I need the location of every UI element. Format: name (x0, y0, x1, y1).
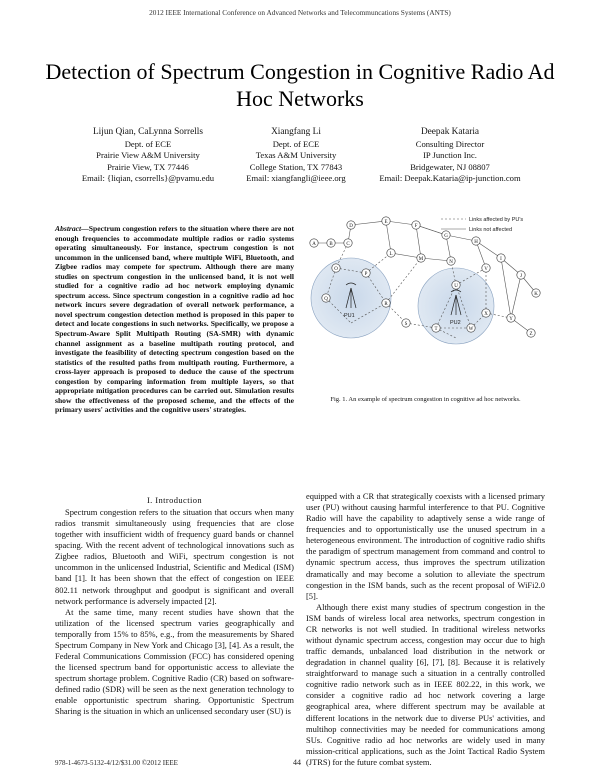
network-node-label: T (434, 326, 438, 332)
network-node-label: F (414, 223, 418, 229)
network-node-label: K (534, 291, 538, 297)
author-affiliation: Dept. of ECE (124, 138, 172, 149)
author-affiliation: Texas A&M University (255, 150, 337, 160)
network-node-label: V (484, 266, 488, 272)
network-node-label: J (520, 273, 522, 279)
network-node-label: P (364, 271, 368, 277)
paragraph: equipped with a CR that strategically coexists with a licensed primary user (PU) without causing harmful interference to that PU. Cognitive Radio will have the capability to adaptively sense a wide range of frequencies and to opportunistically use the unused spectrum in a heterogeneous environment. The introduction of cognitive radio shifts the paradigm of spectrum management from command and control to dynamic spectrum access, thus improves the spectrum utilization dramatically and may become a solution to alleviate the spectrum congestion in the ISM bands, such as the recent proposal of WiFi2.0 [5]. (306, 491, 545, 601)
paper-title: Detection of Spectrum Congestion in Cognitive Radio Ad Hoc Networks (45, 59, 555, 111)
network-node-label: U (454, 283, 458, 289)
paragraph: At the same time, many recent studies have shown that the utilization of the licensed spectrum varies geographically and temporally from 15% to 85%, e.g., from the measurements by Shared Spectrum Company in New York and Chicago [3], [4]. As a result, the Federal Communications Commission (FCC) has considered opening the licensed spectrum band for opportunistic access to alleviate the spectrum shortage problem. Cognitive Radio (CR) based on software-defined radio (SDR) will be seen as the next generation technology to enable opportunistic spectrum sharing. Opportunistic Spectrum Sharing is the situation in which an unlicensed secondary user (SU) is (55, 606, 294, 717)
author-affiliation: College Station, TX 77843 (249, 161, 343, 172)
author-affiliation: Dept. of ECE (272, 138, 320, 149)
network-node-label: X (484, 311, 488, 317)
network-node-label: H (474, 239, 478, 245)
network-node-label: R (384, 301, 388, 307)
section-heading: I. Introduction (146, 495, 203, 505)
network-node-label: W (468, 326, 474, 332)
paragraph: Spectrum congestion refers to the situation that occurs when many radios transmit simultaneously using frequencies that are close together with insufficient width of frequency guard bands or channel spacing. With the recent advent of technological innovations such as Zigbee radios, Bluetooth and WiFi, spectrum congestion is not uncommon in the unlicensed Industrial, Scientific and Medical (ISM) band [1]. It has been shown that the effect of congestion on IEEE 802.11 network throughput and goodput is significant and overall network performance is adversely impacted [2]. (55, 507, 294, 606)
page-number: 44 (293, 758, 301, 767)
network-node-label: S (404, 321, 408, 327)
author-affiliation: Consulting Director (415, 138, 485, 149)
network-node-label: N (449, 259, 453, 265)
network-node-label: D (349, 223, 353, 229)
abstract-text: —Spectrum congestion refers to the situation where there are not enough frequencies to accommodate multiple radios or radio systems operating simultaneously. For instance, spectrum congestion is not uncommon in the unlicensed band, where multiple WiFi, Bluetooth, and Zigbee radios may compete for spectrum. Although there are many studies on spectrum congestion in the unlicensed band, it is not well studied for a cognitive radio ad hoc network employing dynamic spectrum access. Since spectrum congestion in a cognitive radio ad hoc network incurs severe degradation of overall network performance, a novel spectrum congestion detection method is proposed in this paper to detect and locate congestions in such networks. Specifically, we propose a Spectrum-Aware Split Multipath Routing (SA-SMR) with dynamic channel assignment as a baseline multipath routing protocol, and investigate the feasibility of detecting spectrum congestion based on the statistics of the resulted paths from multipath routing. Furthermore, a cross-layer approach is proposed to deduce the cause of the spectrum congestion by comparing information from multiple layers, so that appropriate mitigation procedures can be carried out. Simulation results show the effectiveness of the proposed scheme, and the effects of the primary users' activities and the cognitive users' strategies. (55, 224, 294, 415)
figure-caption: Fig. 1. An example of spectrum congestion in cognitive ad hoc networks. (330, 396, 521, 403)
legend (441, 217, 523, 233)
author-affiliation: Prairie View A&M University (96, 150, 200, 160)
network-node-label: A (312, 241, 316, 247)
author-block-1 (58, 127, 238, 185)
author-email: Email: {liqian, csorrells}@pvamu.edu (81, 173, 215, 183)
legend-not-affected-label: Links not affected (469, 227, 513, 233)
network-node-label: B (329, 241, 333, 247)
footer-copyright: 978-1-4673-5132-4/12/$31.00 ©2012 IEEE (55, 759, 178, 767)
right-column-body (306, 491, 545, 768)
network-node-label: I (500, 256, 502, 262)
network-node-label: Q (324, 296, 328, 302)
author-email: Email: xiangfangli@ieee.org (246, 173, 346, 183)
author-block-3 (360, 127, 540, 185)
author-affiliation: IP Junction Inc. (423, 150, 477, 160)
author-name: Xiangfang Li (271, 127, 321, 137)
legend-affected-label: Links affected by PU's (469, 217, 524, 223)
abstract-label: Abstract (55, 224, 82, 233)
author-email: Email: Deepak.Kataria@ip-junction.com (379, 173, 521, 183)
network-figure (306, 213, 545, 381)
network-node-label: Z (529, 331, 533, 337)
pu2-label: PU2 (450, 320, 461, 326)
author-name: Lijun Qian, CaLynna Sorrells (93, 127, 203, 137)
network-node-label: L (389, 251, 393, 257)
network-node-label: M (418, 256, 424, 262)
network-node-label: C (346, 241, 350, 247)
network-node-label: E (384, 219, 388, 225)
network-node-label: G (444, 233, 448, 239)
pu1-label: PU1 (344, 313, 355, 319)
abstract (55, 224, 294, 415)
author-affiliation: Bridgewater, NJ 08807 (410, 161, 490, 172)
author-block-2 (236, 127, 356, 185)
paragraph: Although there exist many studies of spectrum congestion in the ISM bands of wireless local area networks, spectrum congestion in CR networks is not well studied. In traditional wireless networks without dynamic spectrum access, congestion may occur due to high traffic demands, unbalanced load distribution in the network or degradation in channel quality [6], [7], [8]. Because it is relatively straightforward to manage such a situation in a centrally controlled cognitive radio network such as in IEEE 802.22, in this work, we consider a cognitive radio ad hoc network covering a large geographical area, where different spectrum may be available at different locations in the network due to diverse PUs' activities, and multihop connectivities may be needed for communications among SUs. Cognitive radio ad hoc networks are widely used in many mission-critical applications, such as the Joint Tactical Radio System (JTRS) for the future combat system. (306, 601, 545, 767)
conference-header: 2012 IEEE International Conference on Advanced Networks and Telecommuncations Systems (ANTS) (149, 8, 451, 17)
network-node-label: Y (509, 316, 513, 322)
author-affiliation: Prairie View, TX 77446 (107, 161, 189, 172)
network-node-label: O (334, 266, 338, 272)
network-diagram (306, 213, 545, 381)
left-column-body (55, 507, 294, 717)
author-name: Deepak Kataria (420, 127, 480, 137)
